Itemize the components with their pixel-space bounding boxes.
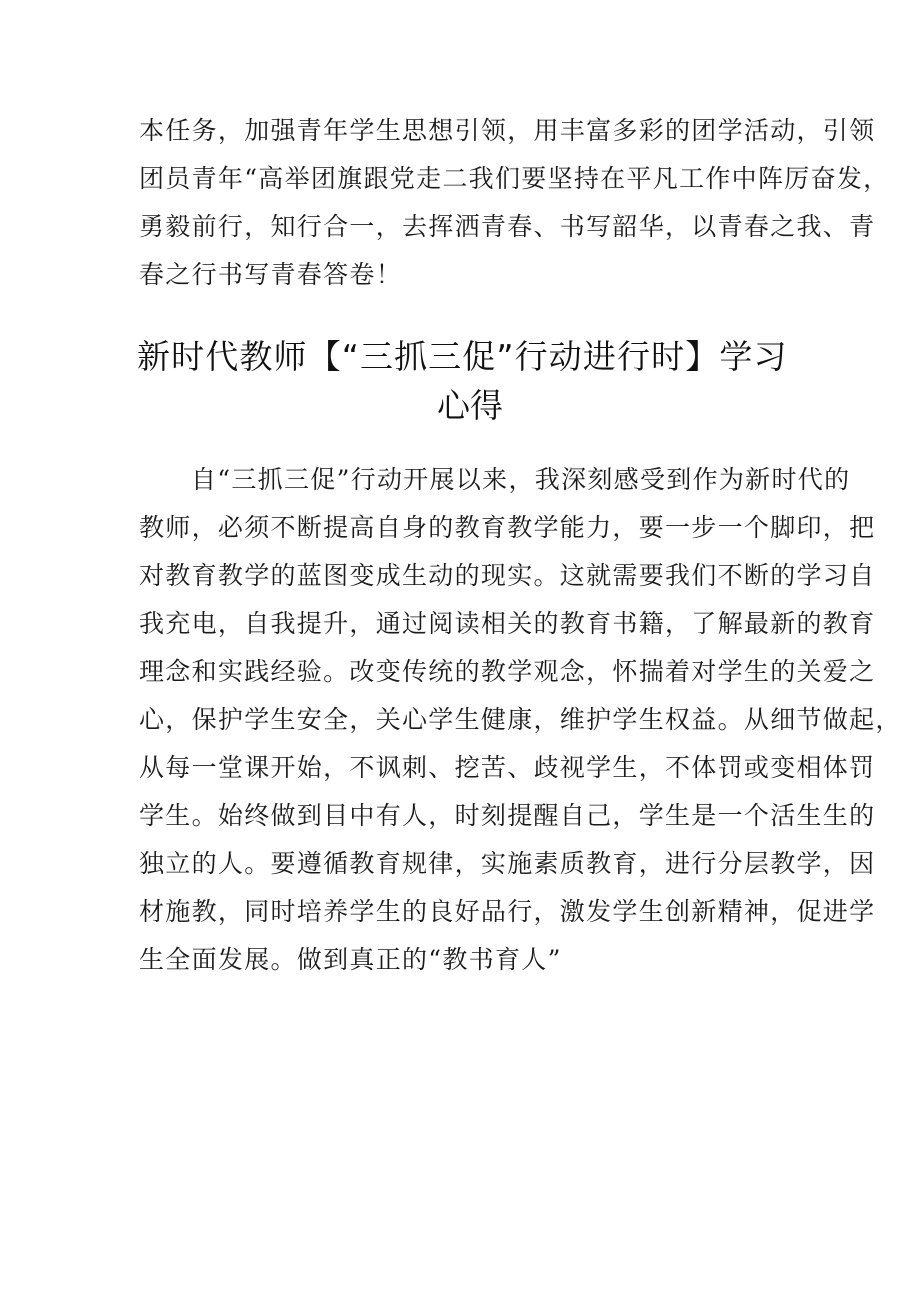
body-line: 对教育教学的蓝图变成生动的现实。这就需要我们不断的学习自 — [139, 561, 876, 590]
intro-line: 团员青年“高举团旗跟党走二我们要坚持在平凡工作中阵厉奋发， — [139, 164, 890, 193]
body-line: 从每一堂课开始，不讽刺、挖苦、歧视学生，不体罚或变相体罚 — [139, 753, 876, 782]
intro-line: 春之行书写青春答卷！ — [139, 260, 403, 289]
body-line: 学生。始终做到目中有人，时刻提醒自己，学生是一个活生生的 — [139, 801, 876, 830]
intro-line: 勇毅前行，知行合一，去挥洒青春、书写韶华，以青春之我、青 — [139, 212, 876, 241]
intro-line: 本任务，加强青年学生思想引领，用丰富多彩的团学活动，引领 — [139, 116, 876, 145]
body-line: 材施教，同时培养学生的良好品行，激发学生创新精神，促进学 — [139, 897, 876, 926]
body-line: 理念和实践经验。改变传统的教学观念，怀揣着对学生的关爱之 — [139, 657, 876, 686]
body-line: 我充电，自我提升，通过阅读相关的教育书籍，了解最新的教育 — [139, 609, 876, 638]
section-title-line-1: 新时代教师【“三抓三促”行动进行时】学习 — [137, 337, 787, 376]
body-line: 独立的人。要遵循教育规律，实施素质教育，进行分层教学，因 — [139, 849, 876, 878]
section-title-line-2: 心得 — [437, 386, 503, 425]
body-line: 教师，必须不断提高自身的教育教学能力，要一步一个脚印，把 — [139, 513, 876, 542]
body-line: 自“三抓三促”行动开展以来，我深刻感受到作为新时代的 — [191, 465, 851, 494]
body-line: 生全面发展。做到真正的“教书育人” — [139, 945, 562, 974]
body-line: 心，保护学生安全，关心学生健康，维护学生权益。从细节做起， — [139, 705, 902, 734]
